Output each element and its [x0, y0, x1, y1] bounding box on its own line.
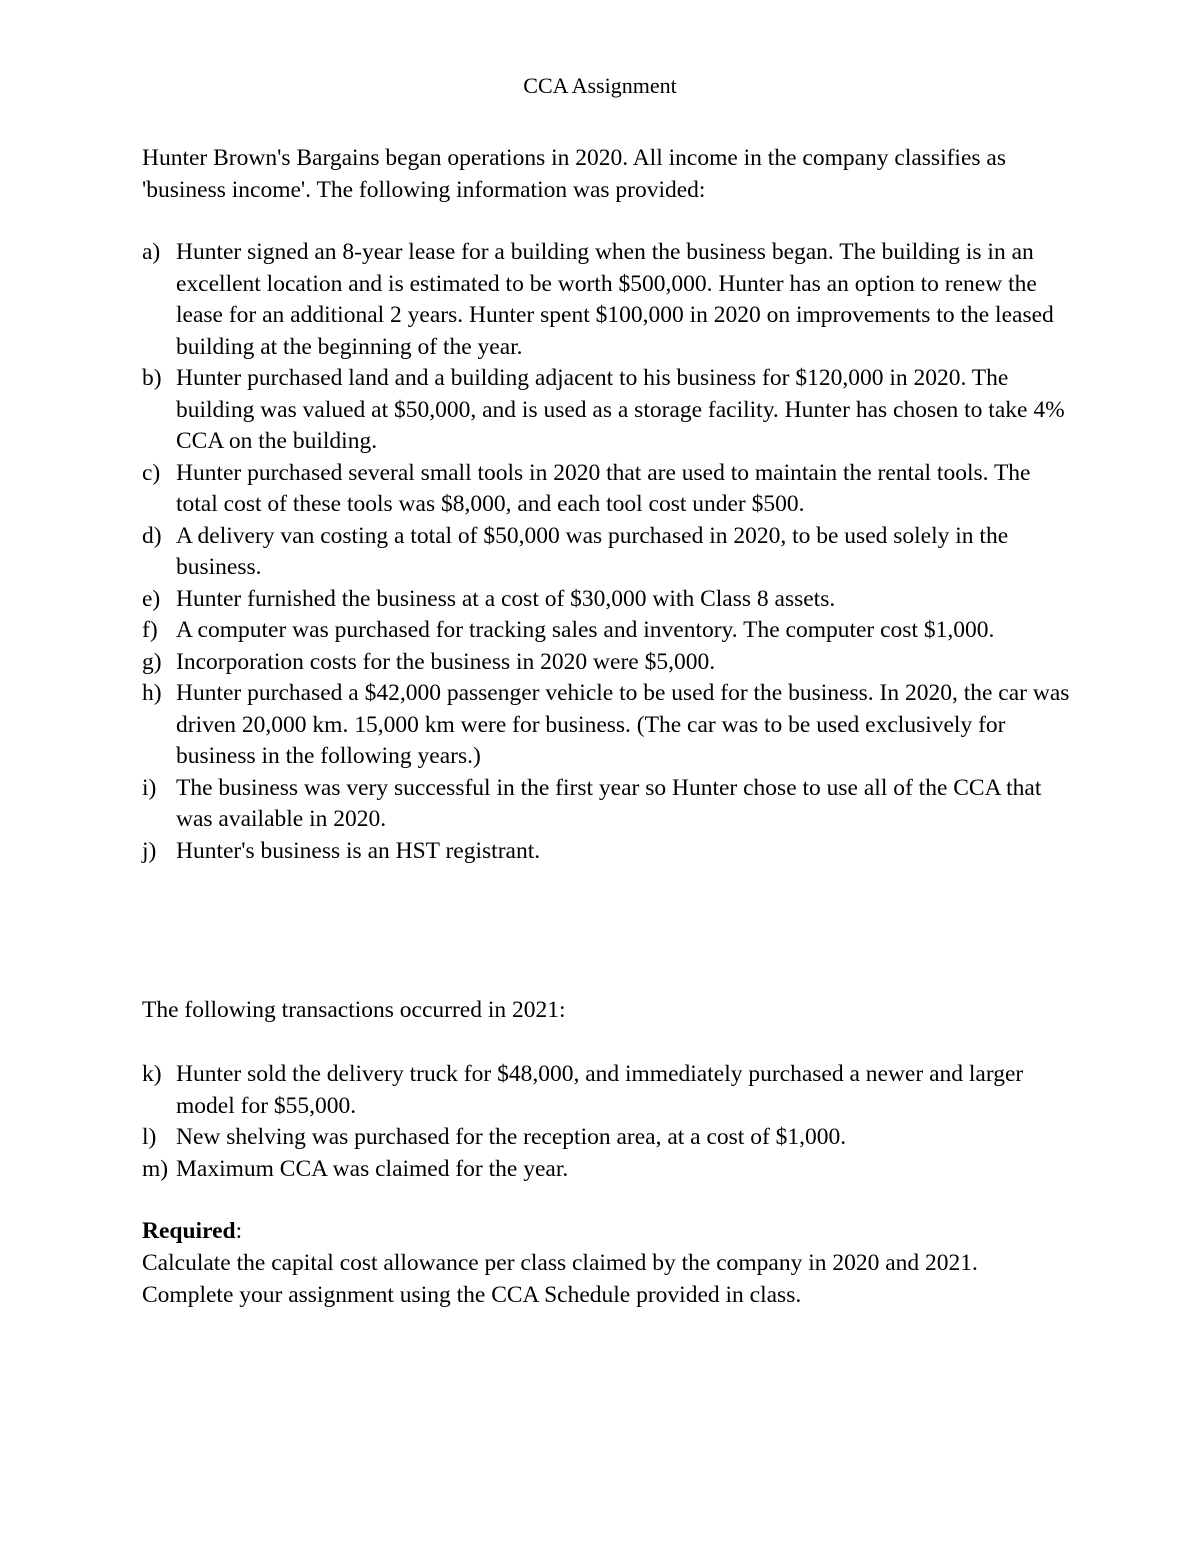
list-item-text: A computer was purchased for tracking sales and inventory. The computer cost $1,000. — [176, 617, 995, 643]
list-item — [142, 363, 1072, 458]
list-marker: d) — [142, 522, 162, 549]
list-item — [142, 1154, 1072, 1186]
list-item-text: Hunter purchased land and a building adjacent to his business for $120,000 in 2020. The building was valued at $50,000, and is used as a storage facility. Hunter has chosen to take 4% CCA on the building. — [176, 365, 1065, 454]
list-item — [142, 521, 1072, 584]
list-marker: b) — [142, 365, 162, 391]
list-marker: a) — [142, 239, 161, 265]
transactions-intro: The following transactions occurred in 2021: — [142, 997, 566, 1023]
list-marker: m) — [142, 1155, 169, 1182]
list-item-text: Hunter purchased several small tools in 2020 that are used to maintain the rental tools. The total cost of these tools was $8,000, and each tool cost under $500. — [176, 459, 1031, 517]
items-2020-list — [142, 237, 1072, 867]
list-item-text: Hunter's business is an HST registrant. — [176, 837, 541, 864]
required-heading — [142, 1216, 242, 1248]
list-marker: g) — [142, 648, 162, 675]
list-item-text: Hunter furnished the business at a cost of $30,000 with Class 8 assets. — [176, 585, 836, 612]
list-item — [142, 615, 1072, 647]
required-colon: : — [235, 1218, 243, 1244]
list-marker: c) — [142, 459, 161, 486]
list-item-text: Hunter sold the delivery truck for $48,000, and immediately purchased a newer and larger model for $55,000. — [176, 1061, 1024, 1119]
document-title: CCA Assignment — [523, 73, 677, 98]
required-text: Calculate the capital cost allowance per class claimed by the company in 2020 and 2021. Complete your assignment using the CCA Schedule provided in class. — [142, 1250, 978, 1308]
list-marker: j) — [142, 837, 157, 864]
list-item — [142, 1059, 1072, 1122]
list-marker: l) — [142, 1124, 157, 1150]
list-marker: h) — [142, 680, 162, 706]
list-item — [142, 647, 1072, 679]
list-marker: e) — [142, 585, 161, 612]
list-marker: k) — [142, 1061, 162, 1087]
required-label: Required — [142, 1218, 236, 1244]
list-item — [142, 458, 1072, 521]
list-marker: i) — [142, 774, 157, 801]
list-item-text: A delivery van costing a total of $50,000 was purchased in 2020, to be used solely in the business. — [176, 522, 1009, 580]
list-item — [142, 678, 1072, 773]
list-item — [142, 1122, 1072, 1154]
list-item-text: Hunter purchased a $42,000 passenger vehicle to be used for the business. In 2020, the car was driven 20,000 km. 15,000 km were for business. (The car was to be used exclusively for business in the following years.) — [176, 680, 1070, 769]
items-2021-list — [142, 1059, 1072, 1185]
list-item — [142, 773, 1072, 836]
list-marker: f) — [142, 617, 158, 643]
list-item-text: Hunter signed an 8-year lease for a building when the business began. The building is in an excellent location and is estimated to be worth $500,000. Hunter has an option to renew the lease for an additional 2 years. Hunter spent $100,000 in 2020 on improvements to the leased building at the beginning of the year. — [176, 239, 1054, 360]
list-item-text: Incorporation costs for the business in 2020 were $5,000. — [176, 648, 716, 675]
list-item — [142, 836, 1072, 868]
list-item-text: Maximum CCA was claimed for the year. — [176, 1155, 569, 1182]
list-item-text: The business was very successful in the first year so Hunter chose to use all of the CCA that was available in 2020. — [176, 774, 1042, 832]
list-item-text: New shelving was purchased for the reception area, at a cost of $1,000. — [176, 1124, 847, 1150]
intro-paragraph: Hunter Brown's Bargains began operations in 2020. All income in the company classifies as 'business income'. The following information was provided: — [142, 145, 1006, 203]
list-item — [142, 237, 1072, 363]
list-item — [142, 584, 1072, 616]
